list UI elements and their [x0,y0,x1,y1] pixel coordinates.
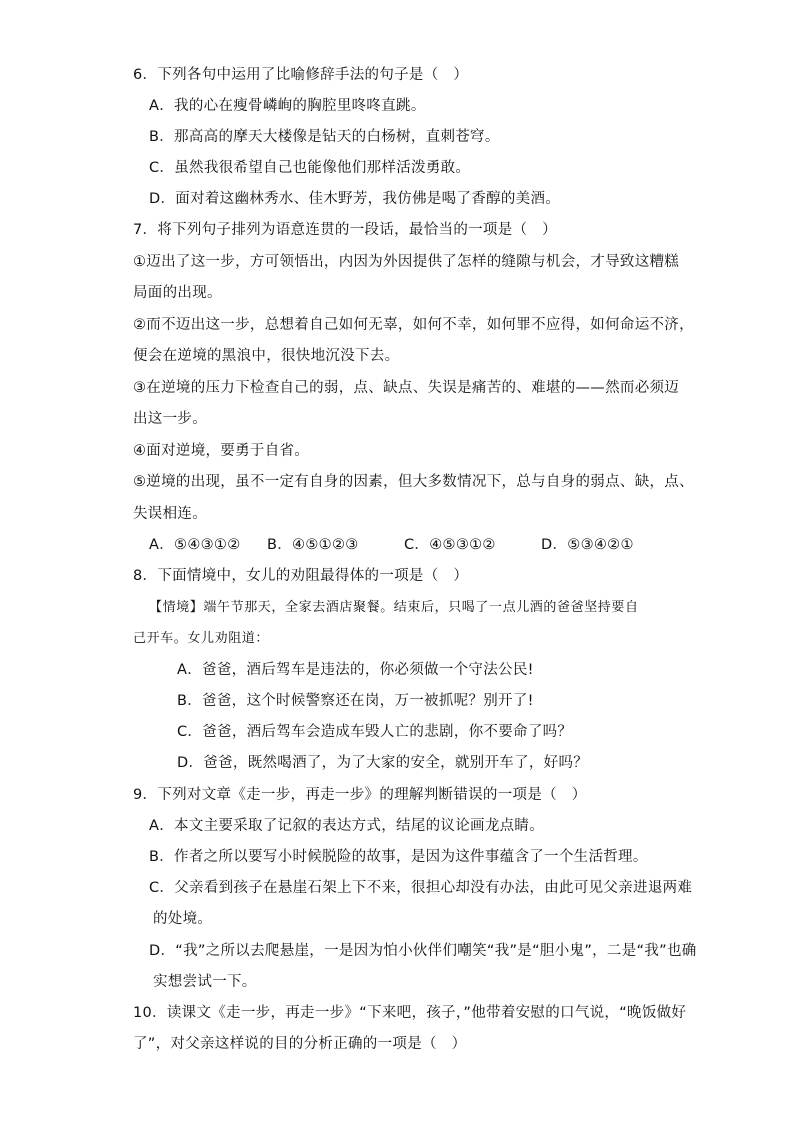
q6-option-b: B．那高高的摩天大楼像是钻天的白杨树，直刺苍穹。 [149,129,500,145]
q7-sentence-3: ③在逆境的压力下检查自己的弱，点、缺点、失误是痛苦的、难堪的——然而必须迈 [133,380,680,396]
q7-sentence-5-cont: 失误相连。 [133,506,207,522]
q8-stem: 8．下面情境中，女儿的劝阻最得体的一项是（ ） [133,568,469,584]
q7-options-row [149,535,634,555]
q7-sentence-2-cont: 便会在逆境的黑浪中，很快地沉没下去。 [133,348,400,364]
q7-sentence-5: ⑤逆境的出现，虽不一定有自身的因素，但大多数情况下，总与自身的弱点、缺，点、 [133,474,694,490]
q10-stem: 10．读课文《走一步，再走一步》“下来吧，孩子，”他带着安慰的口气说，“晚饭做好 [133,1005,687,1021]
q7-sentence-4: ④面对逆境，要勇于自省。 [133,443,310,459]
q8-option-d: D．爸爸，既然喝酒了，为了大家的安全，就别开车了，好吗？ [177,755,589,771]
q9-option-c-cont: 的处境。 [153,911,213,927]
q9-option-d: D．“我”之所以去爬悬崖，一是因为怕小伙伴们嘲笑“我”是“胆小鬼”，二是“我”也确 [149,943,697,959]
q7-sentence-3-cont: 出这一步。 [133,411,207,427]
q9-stem: 9．下列对文章《走一步，再走一步》的理解判断错误的一项是（ ） [133,787,587,803]
q7-sentence-1-cont: 局面的出现。 [133,285,222,301]
q8-option-c: C．爸爸，酒后驾车会造成车毁人亡的悲剧，你不要命了吗？ [177,724,573,740]
q7-sentence-1: ①迈出了这一步，方可领悟出，内因为外因提供了怎样的缝隙与机会，才导致这糟糕 [133,254,680,270]
q8-option-a: A．爸爸，酒后驾车是违法的，你必须做一个守法公民! [177,662,534,678]
q8-scenario: 【情境】端午节那天，全家去酒店聚餐。结束后，只喝了一点儿酒的爸爸坚持要自 [149,600,639,615]
q6-stem: 6．下列各句中运用了比喻修辞手法的句子是（ ） [133,67,469,83]
q7-stem: 7．将下列句子排列为语意连贯的一段话，最恰当的一项是（ ） [133,222,557,238]
q9-option-b: B．作者之所以要写小时候脱险的故事，是因为这件事蕴含了一个生活哲理。 [149,849,648,865]
q7-sentence-2: ②而不迈出这一步，总想着自己如何无辜，如何不幸，如何罪不应得，如何命运不济， [133,317,694,333]
q6-option-c: C．虽然我很希望自己也能像他们那样活泼勇敢。 [149,160,471,176]
q7-option-b: B．④⑤①②③ [267,537,359,553]
q10-stem-cont: 了”，对父亲这样说的目的分析正确的一项是（ ） [133,1036,467,1052]
q8-scenario-cont: 己开车。女儿劝阻道： [133,631,270,646]
q8-option-b: B．爸爸，这个时候警察还在岗，万一被抓呢？别开了! [177,693,534,709]
q7-option-a: A．⑤④③①② [149,537,241,553]
q7-option-c: C．④⑤③①② [404,537,496,553]
q6-option-a: A．我的心在瘦骨嶙峋的胸腔里咚咚直跳。 [149,98,426,114]
q6-option-d: D．面对着这幽林秀水、佳木野芳，我仿佛是喝了香醇的美酒。 [149,191,561,207]
q7-option-d: D．⑤③④②① [541,537,634,553]
q9-option-c: C．父亲看到孩子在悬崖石架上下不来，很担心却没有办法，由此可见父亲进退两难 [149,880,693,896]
q9-option-d-cont: 实想尝试一下。 [153,974,257,990]
q9-option-a: A．本文主要采取了记叙的表达方式，结尾的议论画龙点睛。 [149,818,545,834]
